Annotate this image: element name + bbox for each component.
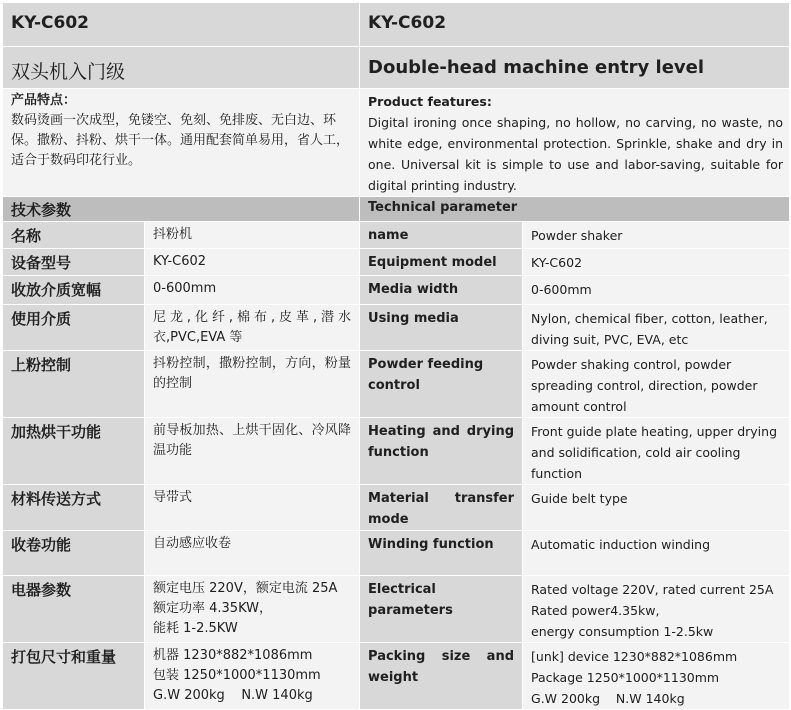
value-line: Front guide plate heating, upper drying and solidification, cold air cooling function: [531, 424, 778, 481]
row-value-en: [523, 531, 790, 576]
value-line: 0-600mm: [153, 281, 217, 296]
table-row: [3, 305, 790, 351]
row-value-cn: [145, 531, 360, 576]
value-line: 额定电压 220V，额定电流 25A: [153, 581, 338, 596]
table-row: [3, 249, 790, 276]
row-label-cn: 使用介质: [3, 305, 145, 351]
value-line: 能耗 1-2.5KW: [153, 621, 238, 636]
value-line: Nylon, chemical fiber, cotton, leather, diving suit, PVC, EVA, etc: [531, 311, 768, 347]
row-value-cn: [145, 305, 360, 351]
row-value-cn: [145, 485, 360, 531]
table-row: [3, 418, 790, 485]
table-row: [3, 531, 790, 576]
row-value-en: [523, 643, 790, 710]
section-en: Technical parameter: [360, 197, 790, 222]
table-row: [3, 276, 790, 305]
features-row: [3, 89, 790, 197]
table-row: [3, 485, 790, 531]
table-row: [3, 576, 790, 643]
value-line: KY-C602: [153, 254, 207, 269]
row-label-en: Winding function: [360, 531, 523, 576]
value-line: 抖粉机: [153, 227, 193, 242]
row-value-cn: [145, 643, 360, 710]
value-line: 0-600mm: [531, 282, 592, 297]
row-label-cn: 上粉控制: [3, 351, 145, 418]
value-line: KY-C602: [531, 255, 583, 270]
row-label-cn: 电器参数: [3, 576, 145, 643]
value-line: G.W 200kg N.W 140kg: [531, 691, 685, 706]
row-value-en: [523, 485, 790, 531]
value-line: 机器 1230*882*1086mm: [153, 648, 313, 663]
row-value-cn: [145, 276, 360, 305]
subtitle-en: Double-head machine entry level: [360, 47, 790, 89]
value-line: Powder shaker: [531, 228, 623, 243]
table-row: [3, 351, 790, 418]
section-row: [3, 197, 790, 222]
value-line: [unk] device 1230*882*1086mm: [531, 649, 738, 664]
value-line: 自动感应收卷: [153, 536, 232, 551]
value-line: Powder shaking control, powder spreading control, direction, powder amount control: [531, 357, 758, 414]
features-en-text: Digital ironing once shaping, no hollow, no carving, no waste, no white edge, environmental protection. Sprinkle, shake and dry in one. Universal kit is simple to use and labor-saving, suitable for digital printing industry.: [368, 115, 784, 193]
row-label-cn: 打包尺寸和重量: [3, 643, 145, 710]
model-en: KY-C602: [360, 3, 790, 47]
value-line: 尼龙,化纤,棉布,皮革,潜水衣,PVC,EVA 等: [153, 310, 352, 345]
value-line: 导带式: [153, 490, 193, 505]
row-value-en: [523, 276, 790, 305]
row-value-en: [523, 418, 790, 485]
value-line: Rated power4.35kw,: [531, 603, 660, 618]
value-line: 前导板加热、上烘干固化、冷风降温功能: [153, 423, 352, 458]
row-value-en: [523, 576, 790, 643]
row-value-cn: [145, 222, 360, 249]
value-line: 额定功率 4.35KW，: [153, 601, 272, 616]
table-row: [3, 643, 790, 710]
row-label-cn: 收放介质宽幅: [3, 276, 145, 305]
row-value-en: [523, 222, 790, 249]
row-label-cn: 设备型号: [3, 249, 145, 276]
features-cn-heading: 产品特点：: [11, 93, 77, 108]
section-cn: 技术参数: [3, 197, 360, 222]
row-value-cn: [145, 576, 360, 643]
features-en-heading: Product features:: [368, 94, 492, 109]
value-line: energy consumption 1-2.5kw: [531, 624, 714, 639]
value-line: Package 1250*1000*1130mm: [531, 670, 720, 685]
features-cn-text: 数码烫画一次成型，免镂空、免刻、免排废、无白边、环保。撒粉、抖粉、烘干一体。通用配套简单易用，省人工，适合于数码印花行业。: [11, 113, 350, 168]
row-value-en: [523, 351, 790, 418]
row-label-en: Using media: [360, 305, 523, 351]
row-label-en: Electrical parameters: [360, 576, 523, 643]
value-line: 包装 1250*1000*1130mm: [153, 668, 321, 683]
row-value-cn: [145, 351, 360, 418]
value-line: 抖粉控制，撒粉控制，方向，粉量的控制: [153, 356, 352, 391]
row-value-en: [523, 305, 790, 351]
subtitle-row: [3, 47, 790, 89]
features-en: [360, 89, 790, 197]
row-label-cn: 材料传送方式: [3, 485, 145, 531]
value-line: Guide belt type: [531, 491, 628, 506]
value-line: Rated voltage 220V, rated current 25A: [531, 582, 774, 597]
model-cn: KY-C602: [3, 3, 360, 47]
row-label-en: Equipment model: [360, 249, 523, 276]
row-value-en: [523, 249, 790, 276]
row-label-en: name: [360, 222, 523, 249]
row-value-cn: [145, 418, 360, 485]
spec-table: [2, 2, 790, 710]
features-cn: [3, 89, 360, 197]
row-label-en: Packing size and weight: [360, 643, 523, 710]
row-label-en: Powder feeding control: [360, 351, 523, 418]
row-label-cn: 收卷功能: [3, 531, 145, 576]
row-label-cn: 名称: [3, 222, 145, 249]
row-label-en: Heating and drying function: [360, 418, 523, 485]
subtitle-cn: 双头机入门级: [3, 47, 360, 89]
row-value-cn: [145, 249, 360, 276]
row-label-cn: 加热烘干功能: [3, 418, 145, 485]
value-line: Automatic induction winding: [531, 537, 711, 552]
row-label-en: Media width: [360, 276, 523, 305]
model-row: [3, 3, 790, 47]
row-label-en: Material transfer mode: [360, 485, 523, 531]
value-line: G.W 200kg N.W 140kg: [153, 688, 313, 703]
table-row: [3, 222, 790, 249]
